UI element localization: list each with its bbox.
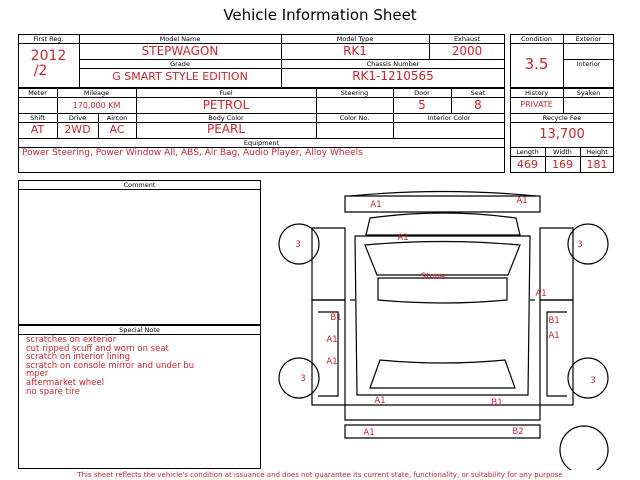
mark-left-quarter: A1	[326, 357, 338, 367]
special-note-line: mper	[26, 369, 49, 380]
mark-wheel-rear-right: 3	[590, 376, 596, 386]
history-value: PRIVATE	[520, 100, 553, 109]
special-note-line: scratch on interior lining	[26, 352, 131, 363]
equipment-value: Power Steering, Power Window All, ABS, Air Bag, Audio Player, Alloy Wheels	[22, 148, 363, 158]
model-type-value: RK1	[343, 44, 367, 58]
height-value: 181	[586, 158, 608, 171]
mark-right-front-door: B1	[548, 316, 560, 326]
mark-wheel-rear-left: 3	[300, 374, 306, 384]
color-no-label: Color No.	[339, 114, 370, 122]
mark-wheel-front-right: 3	[577, 240, 583, 250]
special-note-list	[26, 336, 194, 396]
steering-label: Steering	[340, 89, 369, 97]
width-label: Width	[553, 148, 572, 156]
aircon-value: AC	[109, 123, 125, 136]
condition-score: 3.5	[524, 55, 549, 73]
recycle-fee-value: 13,700	[539, 127, 585, 142]
mark-wheel-front-left: 3	[295, 240, 301, 250]
drive-label: Drive	[68, 114, 87, 122]
mark-left-rear-door: A1	[326, 335, 338, 345]
length-value: 469	[517, 158, 538, 171]
body-color-label: Body Color	[208, 114, 244, 122]
aircon-label: Aircon	[106, 114, 128, 122]
special-note-line: no spare tire	[26, 386, 80, 397]
seat-value: 8	[474, 98, 482, 112]
grade-label: Grade	[170, 60, 190, 68]
door-value: 5	[418, 98, 426, 112]
special-note-line: scratches on exterior	[26, 335, 117, 345]
mark-right-rear-door: A1	[548, 331, 560, 341]
meter-label: Meter	[28, 89, 47, 97]
interior-color-label: Interior Color	[427, 114, 471, 122]
interior-label: Interior	[576, 60, 601, 68]
first-reg-month: /2	[33, 63, 48, 79]
seat-label: Seat	[470, 89, 486, 97]
mileage-value: 170,000 KM	[72, 101, 121, 110]
mark-left-front-door: B1	[330, 313, 342, 323]
model-name-value: STEPWAGON	[141, 44, 219, 58]
model-type-label: Model Type	[336, 35, 374, 43]
mark-roof: Stone	[420, 272, 446, 282]
drive-value: 2WD	[64, 123, 91, 136]
door-label: Door	[414, 89, 430, 97]
fuel-label: Fuel	[219, 89, 233, 97]
chassis-value: RK1-1210565	[352, 69, 434, 83]
first-reg-label: First Reg.	[33, 35, 64, 43]
mark-right-fender: A1	[535, 289, 547, 299]
mileage-label: Mileage	[83, 89, 110, 97]
special-note-label: Special Note	[119, 326, 160, 334]
model-name-label: Model Name	[159, 35, 201, 43]
body-color-value: PEARL	[206, 122, 246, 136]
exhaust-value: 2000	[451, 44, 483, 58]
mark-front-bumper-right: A1	[516, 196, 528, 206]
equipment-label: Equipment	[243, 139, 280, 147]
height-label: Height	[586, 148, 608, 156]
mark-rear-left: A1	[363, 428, 375, 438]
exterior-label: Exterior	[575, 35, 602, 43]
recycle-fee-label: Recycle Fee	[542, 114, 582, 122]
mark-front-bumper-left: A1	[370, 200, 382, 210]
disclaimer-footer: This sheet reflects the vehicle's condition at issuance and does not guarantee its current state, functionality, or suitability for any purpose	[77, 471, 563, 479]
sheet-title: Vehicle Information Sheet	[223, 6, 417, 24]
vehicle-damage-diagram	[268, 180, 620, 470]
width-value: 169	[552, 158, 573, 171]
first-reg-year: 2012	[30, 48, 67, 64]
shift-value: AT	[30, 123, 45, 136]
special-note-line: scratch on console mirror and under bu	[26, 360, 195, 371]
mark-rear-right: B2	[512, 427, 524, 437]
special-note-line: cut ripped scuff and worn on seat	[26, 343, 169, 354]
syaken-label: Syaken	[576, 89, 601, 97]
mark-rear-bumper-right: B1	[491, 398, 503, 408]
mark-rear-bumper-left: A1	[374, 396, 386, 406]
chassis-label: Chassis Number	[366, 60, 420, 68]
length-label: Length	[516, 148, 539, 156]
condition-label: Condition	[520, 35, 553, 43]
comment-box	[18, 180, 261, 325]
history-label: History	[524, 89, 549, 97]
grade-value: G SMART STYLE EDITION	[112, 70, 248, 83]
shift-label: Shift	[30, 114, 45, 122]
special-note-line: aftermarket wheel	[26, 377, 104, 388]
fuel-value: PETROL	[202, 98, 250, 112]
comment-label: Comment	[123, 181, 156, 189]
mark-bonnet: A1	[397, 233, 409, 243]
exhaust-label: Exhaust	[453, 35, 481, 43]
